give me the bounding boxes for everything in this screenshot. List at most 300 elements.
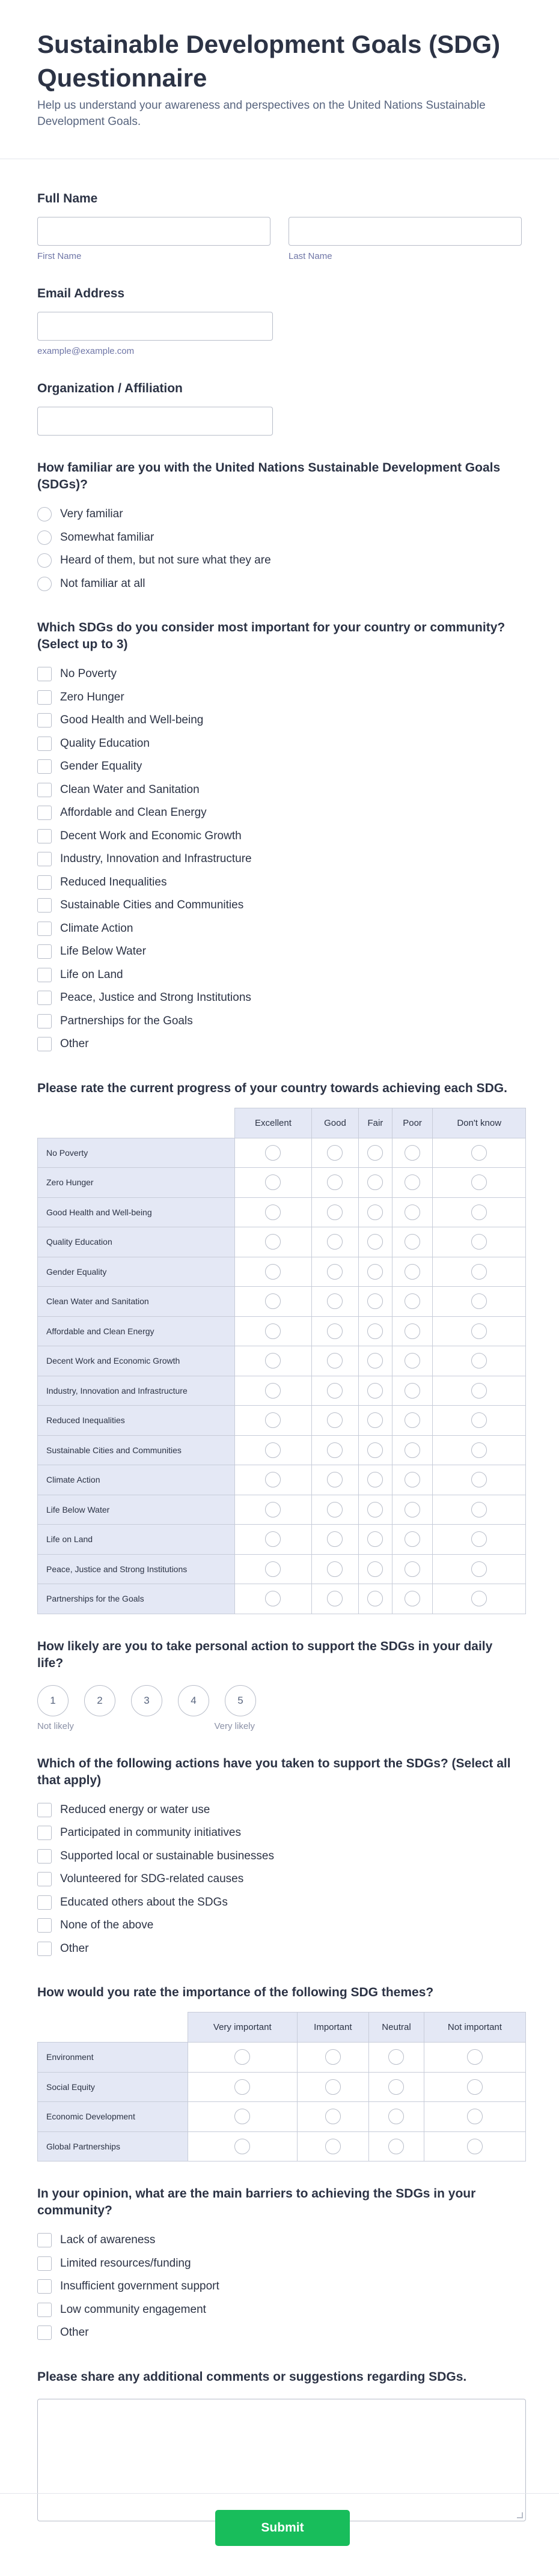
matrix-radio-button[interactable] [467,2139,483,2154]
matrix-cell [392,1554,433,1584]
checkbox[interactable] [37,690,52,705]
matrix-cell [433,1525,526,1555]
checkbox[interactable] [37,1014,52,1028]
matrix-radio-button[interactable] [388,2109,404,2124]
actions-label: Which of the following actions have you taken to support the SDGs? (Select all that apply) [37,1756,511,1787]
email-sublabel: example@example.com [37,346,135,356]
option-good-health-and-well-being[interactable] [37,709,522,732]
matrix-row-label: Decent Work and Economic Growth [38,1346,235,1376]
option-reduced-inequalities[interactable] [37,871,522,895]
matrix-radio-button[interactable] [265,1591,281,1606]
progress-label: Please rate the current progress of your country towards achieving each SDG. [37,1081,507,1095]
matrix-radio-button[interactable] [327,1234,343,1250]
matrix-radio-button[interactable] [327,1383,343,1399]
matrix-column-header: Don't know [433,1108,526,1138]
option-quality-education[interactable] [37,732,522,756]
matrix-radio-button[interactable] [467,2049,483,2065]
matrix-cell [311,1376,358,1406]
matrix-radio-button[interactable] [265,1472,281,1487]
important-sdgs-question [37,619,522,1056]
matrix-radio-button[interactable] [367,1561,383,1577]
matrix-cell [424,2072,525,2102]
matrix-cell [311,1406,358,1436]
scale-option-2[interactable]: 2 [84,1685,115,1716]
matrix-radio-button[interactable] [327,1293,343,1309]
matrix-radio-button[interactable] [265,1531,281,1547]
familiarity-label: How familiar are you with the United Nations Sustainable Development Goals (SDGs)? [37,461,501,491]
matrix-column-header: Very important [188,2012,298,2043]
matrix-row [38,2131,526,2161]
matrix-radio-button[interactable] [327,1442,343,1458]
matrix-radio-button[interactable] [471,1591,487,1606]
checkbox[interactable] [37,1895,52,1910]
checkbox[interactable] [37,1826,52,1840]
matrix-radio-button[interactable] [471,1531,487,1547]
option-reduced-energy-or-water-use[interactable] [37,1799,522,1822]
matrix-column-header: Important [297,2012,369,2043]
option-label: Industry, Innovation and Infrastructure [60,852,252,866]
barriers-options [37,2229,522,2345]
matrix-radio-button[interactable] [234,2109,250,2124]
matrix-cell [311,1584,358,1614]
matrix-radio-button[interactable] [265,1442,281,1458]
option-gender-equality[interactable] [37,755,522,779]
checkbox[interactable] [37,852,52,866]
matrix-cell [369,2102,424,2132]
matrix-cell [188,2102,298,2132]
option-very-familiar[interactable] [37,503,522,526]
option-peace-justice-and-strong-institutions[interactable] [37,986,522,1010]
matrix-row [38,2043,526,2073]
full-name-label: Full Name [37,192,98,205]
option-label: Volunteered for SDG-related causes [60,1873,244,1886]
first-name-sublabel: First Name [37,251,82,261]
matrix-cell [235,1316,312,1346]
matrix-radio-button[interactable] [367,1353,383,1368]
email-input[interactable] [37,312,273,341]
matrix-cell [369,2043,424,2073]
matrix-radio-button[interactable] [325,2109,341,2124]
important-sdgs-options [37,663,522,1056]
matrix-cell [311,1346,358,1376]
matrix-row [38,1495,526,1525]
matrix-row-label: Environment [38,2043,188,2073]
email-label: Email Address [37,287,125,300]
actions-options [37,1799,522,1961]
matrix-radio-button[interactable] [327,1145,343,1161]
matrix-radio-button[interactable] [388,2049,404,2065]
matrix-cell [358,1406,392,1436]
matrix-radio-button[interactable] [234,2079,250,2095]
checkbox[interactable] [37,713,52,728]
matrix-cell [235,1138,312,1168]
matrix-cell [392,1346,433,1376]
matrix-cell [235,1287,312,1317]
matrix-radio-button[interactable] [471,1383,487,1399]
option-label: Limited resources/funding [60,2256,191,2270]
matrix-radio-button[interactable] [405,1323,420,1339]
matrix-cell [358,1584,392,1614]
matrix-radio-button[interactable] [327,1323,343,1339]
matrix-cell [311,1554,358,1584]
matrix-radio-button[interactable] [471,1145,487,1161]
matrix-radio-button[interactable] [265,1561,281,1577]
matrix-radio-button[interactable] [265,1353,281,1368]
scale-option-3[interactable]: 3 [131,1685,162,1716]
matrix-radio-button[interactable] [405,1234,420,1250]
likelihood-question [37,1638,522,1731]
matrix-cell [235,1525,312,1555]
option-insufficient-government-support[interactable] [37,2275,522,2298]
matrix-radio-button[interactable] [367,1412,383,1428]
option-participated-in-community-initiatives[interactable] [37,1821,522,1845]
option-affordable-and-clean-energy[interactable] [37,801,522,825]
matrix-radio-button[interactable] [367,1293,383,1309]
matrix-radio-button[interactable] [367,1531,383,1547]
option-sustainable-cities-and-communities[interactable] [37,894,522,917]
matrix-radio-button[interactable] [405,1442,420,1458]
checkbox[interactable] [37,922,52,936]
radio-button[interactable] [37,507,52,521]
matrix-radio-button[interactable] [265,1412,281,1428]
option-label: No Poverty [60,667,117,681]
option-lack-of-awareness[interactable] [37,2229,522,2252]
matrix-cell [235,1227,312,1257]
matrix-radio-button[interactable] [265,1204,281,1220]
matrix-row [38,1197,526,1227]
matrix-cell [433,1316,526,1346]
matrix-radio-button[interactable] [388,2079,404,2095]
matrix-radio-button[interactable] [405,1353,420,1368]
checkbox[interactable] [37,759,52,774]
option-zero-hunger[interactable] [37,686,522,709]
matrix-cell [311,1138,358,1168]
matrix-radio-button[interactable] [405,1264,420,1280]
option-low-community-engagement[interactable] [37,2298,522,2322]
matrix-row-label: Sustainable Cities and Communities [38,1435,235,1465]
checkbox[interactable] [37,898,52,913]
matrix-radio-button[interactable] [265,1234,281,1250]
matrix-radio-button[interactable] [471,1264,487,1280]
option-supported-local-or-sustainable-businesses[interactable] [37,1845,522,1868]
matrix-column-header: Not important [424,2012,525,2043]
last-name-sublabel: Last Name [289,251,332,261]
matrix-row-label: Climate Action [38,1465,235,1495]
option-label: Sustainable Cities and Communities [60,899,244,912]
checkbox[interactable] [37,2256,52,2271]
organization-input[interactable] [37,407,273,436]
matrix-radio-button[interactable] [471,1293,487,1309]
matrix-cell [433,1346,526,1376]
checkbox[interactable] [37,1942,52,1956]
checkbox[interactable] [37,783,52,797]
checkbox[interactable] [37,1872,52,1886]
option-label: Clean Water and Sanitation [60,783,200,796]
matrix-radio-button[interactable] [367,1264,383,1280]
matrix-radio-button[interactable] [327,1472,343,1487]
matrix-radio-button[interactable] [327,1353,343,1368]
matrix-radio-button[interactable] [234,2139,250,2154]
first-name-input[interactable] [37,217,270,246]
matrix-cell [235,1168,312,1198]
matrix-radio-button[interactable] [405,1502,420,1517]
progress-matrix [37,1108,526,1614]
matrix-row [38,1376,526,1406]
option-not-familiar-at-all[interactable] [37,573,522,596]
option-limited-resources-funding[interactable] [37,2252,522,2276]
matrix-cell [311,1227,358,1257]
matrix-cell [358,1495,392,1525]
matrix-cell [433,1197,526,1227]
matrix-row-label: No Poverty [38,1138,235,1168]
matrix-radio-button[interactable] [325,2079,341,2095]
option-no-poverty[interactable] [37,663,522,686]
barriers-question [37,2186,522,2345]
matrix-row-label: Global Partnerships [38,2131,188,2161]
checkbox[interactable] [37,875,52,890]
matrix-radio-button[interactable] [327,1591,343,1606]
submit-button[interactable]: Submit [215,2510,350,2546]
matrix-cell [433,1435,526,1465]
radio-button[interactable] [37,530,52,545]
matrix-cell [235,1406,312,1436]
option-heard-of-them-but-not-sure-what-they-are[interactable] [37,549,522,573]
matrix-cell [433,1376,526,1406]
option-label: Reduced Inequalities [60,875,167,889]
option-decent-work-and-economic-growth[interactable] [37,825,522,848]
matrix-cell [433,1227,526,1257]
checkbox[interactable] [37,829,52,843]
barriers-label: In your opinion, what are the main barriers to achieving the SDGs in your community? [37,2187,476,2217]
matrix-radio-button[interactable] [405,1174,420,1190]
option-label: Not familiar at all [60,577,145,590]
important-sdgs-label: Which SDGs do you consider most important for your country or community? (Select up to 3) [37,621,506,651]
matrix-radio-button[interactable] [327,1531,343,1547]
option-none-of-the-above[interactable] [37,1914,522,1937]
option-label: Educated others about the SDGs [60,1895,228,1909]
option-other[interactable] [37,2321,522,2345]
matrix-radio-button[interactable] [367,1591,383,1606]
option-label: Life on Land [60,968,123,981]
matrix-cell [358,1287,392,1317]
matrix-radio-button[interactable] [265,1383,281,1399]
matrix-radio-button[interactable] [471,1234,487,1250]
matrix-radio-button[interactable] [405,1145,420,1161]
matrix-cell [392,1584,433,1614]
matrix-radio-button[interactable] [405,1591,420,1606]
matrix-radio-button[interactable] [405,1383,420,1399]
matrix-radio-button[interactable] [467,2109,483,2124]
matrix-cell [188,2072,298,2102]
matrix-cell [311,1287,358,1317]
checkbox[interactable] [37,737,52,751]
checkbox[interactable] [37,944,52,959]
option-label: Heard of them, but not sure what they are [60,554,271,567]
option-educated-others-about-the-sdgs[interactable] [37,1891,522,1915]
matrix-cell [433,1584,526,1614]
option-volunteered-for-sdg-related-causes[interactable] [37,1868,522,1891]
option-other[interactable] [37,1937,522,1961]
matrix-radio-button[interactable] [471,1174,487,1190]
option-industry-innovation-and-infrastructure[interactable] [37,848,522,871]
matrix-radio-button[interactable] [327,1204,343,1220]
matrix-cell [358,1346,392,1376]
matrix-radio-button[interactable] [405,1472,420,1487]
scale-option-1[interactable]: 1 [37,1685,69,1716]
matrix-radio-button[interactable] [367,1323,383,1339]
matrix-column-header: Excellent [235,1108,312,1138]
option-somewhat-familiar[interactable] [37,526,522,550]
checkbox[interactable] [37,1918,52,1933]
checkbox[interactable] [37,806,52,820]
matrix-cell [433,1138,526,1168]
matrix-row [38,1257,526,1287]
matrix-cell [235,1197,312,1227]
matrix-column-header: Fair [358,1108,392,1138]
matrix-cell [392,1168,433,1198]
checkbox[interactable] [37,2279,52,2294]
matrix-radio-button[interactable] [367,1502,383,1517]
matrix-radio-button[interactable] [327,1502,343,1517]
matrix-cell [235,1376,312,1406]
option-label: Decent Work and Economic Growth [60,829,242,842]
option-climate-action[interactable] [37,917,522,941]
matrix-radio-button[interactable] [265,1174,281,1190]
matrix-row-label: Economic Development [38,2102,188,2132]
checkbox[interactable] [37,1803,52,1817]
matrix-radio-button[interactable] [471,1353,487,1368]
option-other[interactable] [37,1033,522,1056]
matrix-corner [38,1108,235,1138]
matrix-radio-button[interactable] [327,1174,343,1190]
checkbox[interactable] [37,1849,52,1864]
matrix-radio-button[interactable] [367,1234,383,1250]
matrix-cell [424,2131,525,2161]
matrix-radio-button[interactable] [471,1502,487,1517]
option-label: Peace, Justice and Strong Institutions [60,991,251,1004]
checkbox[interactable] [37,968,52,982]
matrix-radio-button[interactable] [327,1561,343,1577]
matrix-cell [297,2131,369,2161]
option-label: Other [60,1942,89,1955]
radio-button[interactable] [37,577,52,591]
matrix-corner [38,2012,188,2043]
actions-question [37,1755,522,1961]
matrix-row [38,1465,526,1495]
matrix-radio-button[interactable] [367,1472,383,1487]
checkbox[interactable] [37,2233,52,2247]
matrix-cell [235,1584,312,1614]
matrix-cell [311,1316,358,1346]
matrix-radio-button[interactable] [471,1412,487,1428]
matrix-radio-button[interactable] [367,1383,383,1399]
familiarity-options [37,503,522,595]
last-name-input[interactable] [289,217,522,246]
matrix-radio-button[interactable] [471,1204,487,1220]
matrix-cell [424,2043,525,2073]
matrix-radio-button[interactable] [325,2049,341,2065]
matrix-cell [433,1465,526,1495]
matrix-radio-button[interactable] [467,2079,483,2095]
matrix-cell [311,1525,358,1555]
matrix-cell [392,1138,433,1168]
matrix-row [38,1346,526,1376]
matrix-cell [188,2131,298,2161]
matrix-radio-button[interactable] [405,1293,420,1309]
matrix-radio-button[interactable] [471,1442,487,1458]
matrix-radio-button[interactable] [471,1472,487,1487]
matrix-cell [311,1197,358,1227]
matrix-cell [358,1554,392,1584]
matrix-radio-button[interactable] [471,1561,487,1577]
matrix-cell [358,1138,392,1168]
matrix-radio-button[interactable] [367,1442,383,1458]
matrix-cell [235,1435,312,1465]
option-label: Zero Hunger [60,690,124,703]
matrix-radio-button[interactable] [367,1204,383,1220]
option-label: Quality Education [60,737,150,750]
matrix-row-label: Affordable and Clean Energy [38,1316,235,1346]
matrix-radio-button[interactable] [367,1145,383,1161]
matrix-row-label: Partnerships for the Goals [38,1584,235,1614]
matrix-column-header: Neutral [369,2012,424,2043]
option-clean-water-and-sanitation[interactable] [37,779,522,802]
option-life-on-land[interactable] [37,964,522,987]
option-label: Climate Action [60,922,133,935]
matrix-radio-button[interactable] [388,2139,404,2154]
option-partnerships-for-the-goals[interactable] [37,1010,522,1033]
scale-option-4[interactable]: 4 [178,1685,209,1716]
checkbox[interactable] [37,2325,52,2340]
matrix-radio-button[interactable] [265,1323,281,1339]
matrix-radio-button[interactable] [265,1264,281,1280]
matrix-radio-button[interactable] [471,1323,487,1339]
matrix-radio-button[interactable] [265,1145,281,1161]
matrix-radio-button[interactable] [265,1293,281,1309]
matrix-radio-button[interactable] [325,2139,341,2154]
matrix-radio-button[interactable] [234,2049,250,2065]
comments-label: Please share any additional comments or suggestions regarding SDGs. [37,2369,467,2384]
form-title: Sustainable Development Goals (SDG) Questionnaire [37,30,501,92]
option-label: Partnerships for the Goals [60,1014,193,1027]
matrix-radio-button[interactable] [265,1502,281,1517]
matrix-cell [358,1376,392,1406]
matrix-radio-button[interactable] [405,1204,420,1220]
matrix-cell [358,1465,392,1495]
matrix-cell [358,1525,392,1555]
themes-question [37,1984,522,2161]
matrix-radio-button[interactable] [367,1174,383,1190]
scale-option-5[interactable]: 5 [225,1685,256,1716]
matrix-radio-button[interactable] [405,1561,420,1577]
option-label: Participated in community initiatives [60,1826,241,1839]
matrix-cell [235,1465,312,1495]
organization-label: Organization / Affiliation [37,381,183,395]
checkbox[interactable] [37,1037,52,1051]
matrix-radio-button[interactable] [405,1412,420,1428]
matrix-radio-button[interactable] [327,1264,343,1280]
matrix-radio-button[interactable] [327,1412,343,1428]
matrix-cell [369,2131,424,2161]
checkbox[interactable] [37,667,52,681]
checkbox[interactable] [37,991,52,1005]
radio-button[interactable] [37,553,52,568]
checkbox[interactable] [37,2303,52,2317]
matrix-row [38,2102,526,2132]
matrix-radio-button[interactable] [405,1531,420,1547]
matrix-cell [392,1287,433,1317]
option-life-below-water[interactable] [37,940,522,964]
